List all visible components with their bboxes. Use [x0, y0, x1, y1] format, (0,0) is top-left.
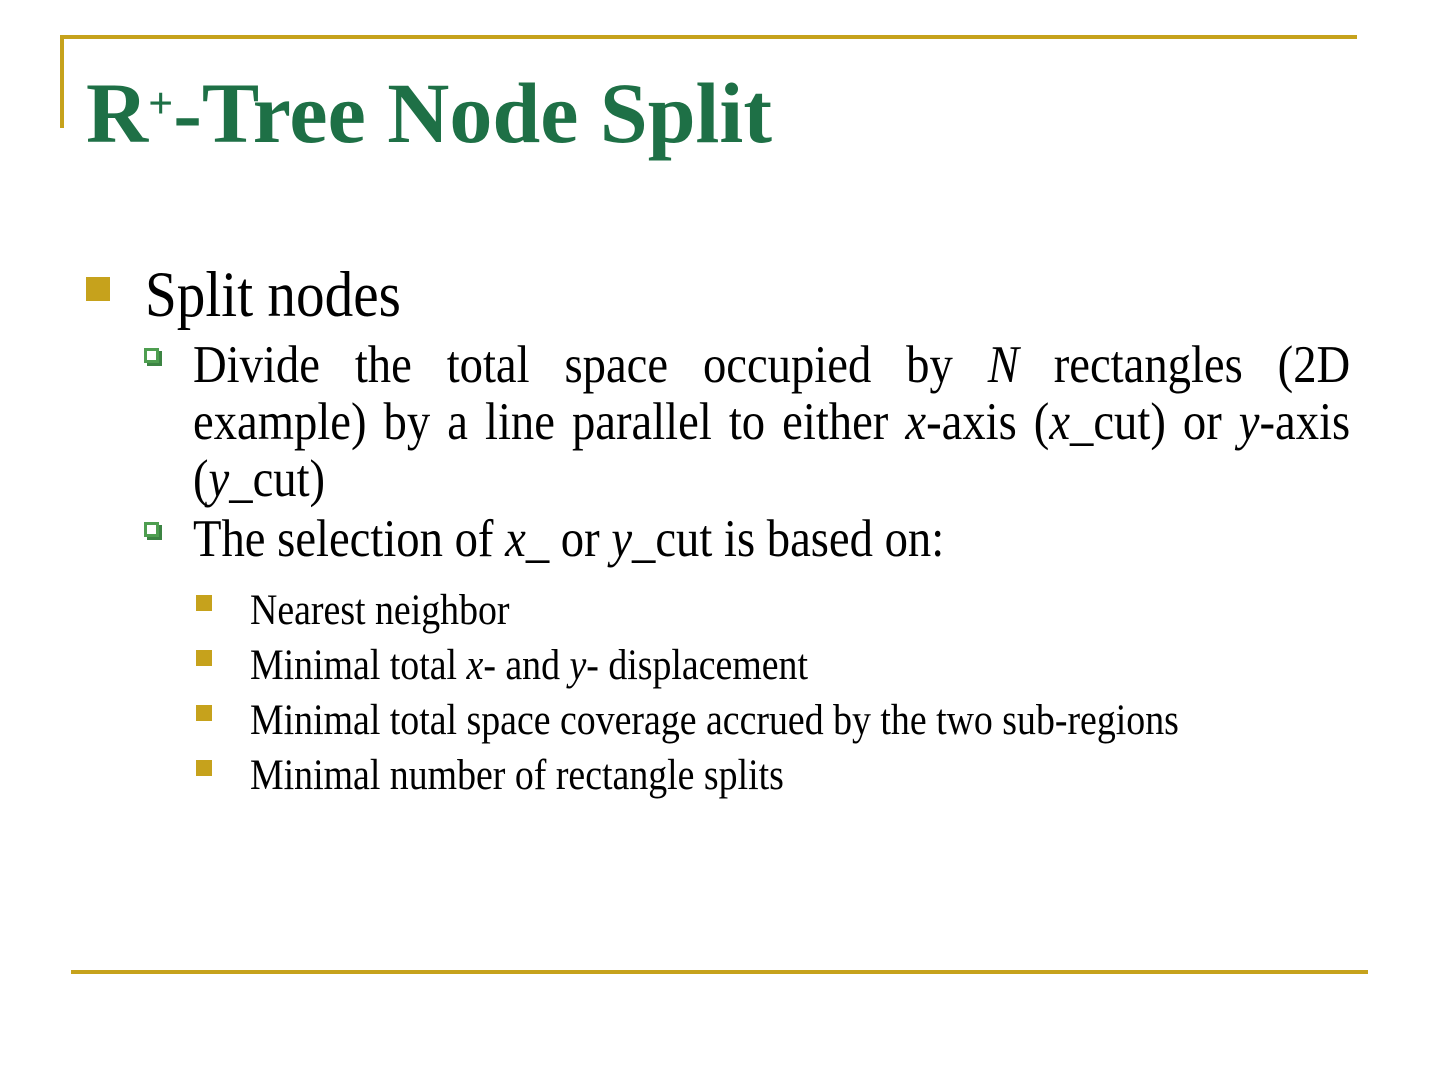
bullet-hollow-square-icon [144, 522, 159, 537]
title-rest: -Tree Node Split [173, 65, 772, 161]
paragraph-line: The selection of x_ or y_cut is based on: [193, 510, 945, 568]
paragraph-line: example) by a line parallel to either x-axis (x_cut) or y-axis [193, 393, 1351, 451]
title-left-rule [60, 35, 64, 128]
bullet-item-level2-selection [193, 511, 1350, 568]
title-superscript: + [148, 79, 174, 128]
bottom-rule [71, 970, 1368, 974]
bullet-filled-square-icon [86, 277, 110, 301]
bullet-item-level3: Minimal number of rectangle splits [250, 752, 784, 799]
top-rule [60, 35, 1357, 39]
title-base: R [86, 65, 149, 161]
bullet-small-square-icon [196, 705, 212, 721]
paragraph-line: (y_cut) [193, 450, 326, 508]
bullet-item-level3: Nearest neighbor [250, 587, 510, 634]
bullet-hollow-square-icon [144, 348, 159, 363]
bullet-small-square-icon [196, 650, 212, 666]
paragraph-line: Divide the total space occupied by N rectangles (2D [193, 336, 1351, 394]
page-title [86, 61, 772, 161]
bullet-item-level1: Split nodes [145, 259, 401, 331]
bullet-item-level3: Minimal total x- and y- displacement [250, 642, 808, 689]
bullet-small-square-icon [196, 595, 212, 611]
bullet-item-level2-divide [193, 337, 1350, 508]
bullet-small-square-icon [196, 760, 212, 776]
bullet-item-level3: Minimal total space coverage accrued by the two sub-regions [250, 697, 1179, 744]
